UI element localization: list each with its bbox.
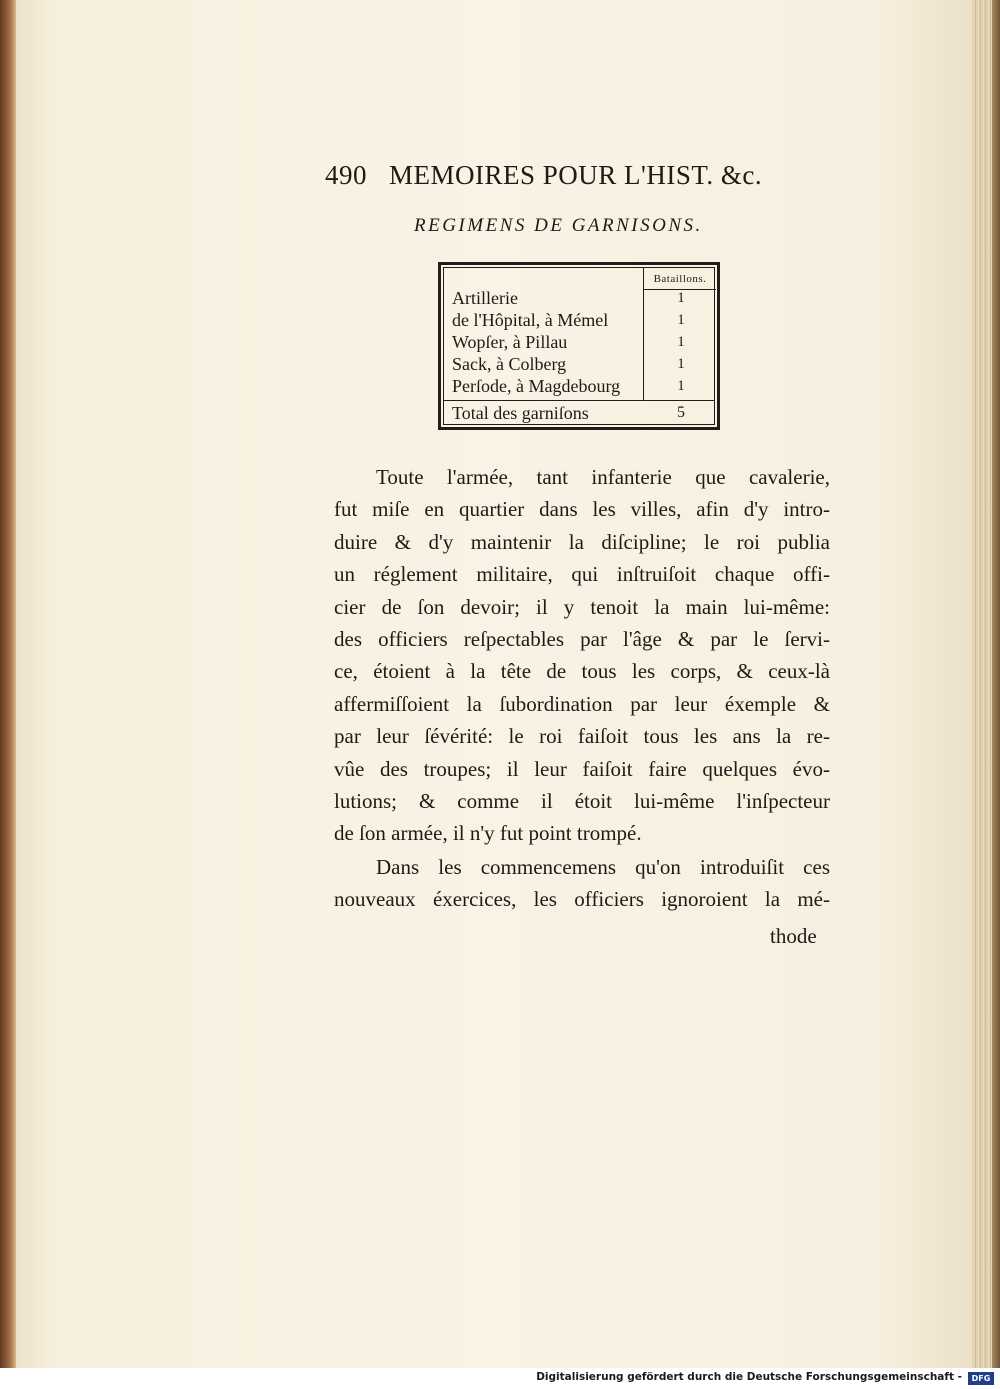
table-rows xyxy=(452,287,714,397)
row-value: 1 xyxy=(677,356,685,372)
row-label: Sack, à Colberg xyxy=(452,354,567,374)
text-line: un réglement militaire, qui inſtruiſoit chaque offi- xyxy=(334,562,830,587)
text-line: Dans les commencemens qu'on introduiſit ces xyxy=(376,855,830,879)
text-line: cier de ſon devoir; il y tenoit la main lui-même: xyxy=(334,594,830,619)
garrison-table xyxy=(438,262,720,430)
total-row xyxy=(452,401,714,425)
table-row xyxy=(452,309,714,331)
text-line: nouveaux éxercices, les officiers ignoroient la mé- xyxy=(334,887,830,912)
dfg-logo-icon: DFG xyxy=(968,1372,994,1385)
row-value: 1 xyxy=(677,334,685,350)
page-header xyxy=(325,160,810,191)
total-value: 5 xyxy=(677,404,685,421)
row-value: 1 xyxy=(677,290,685,306)
text-line: affermiſſoient la ſubordination par leur éxemple & xyxy=(334,691,830,716)
running-title: MEMOIRES POUR L'HIST. &c. xyxy=(389,160,763,190)
footer-bar xyxy=(0,1368,1000,1389)
row-label: Perſode, à Magdebourg xyxy=(452,376,621,396)
text-line: fut miſe en quartier dans les villes, afin d'y intro- xyxy=(334,497,830,522)
row-value: 1 xyxy=(677,312,685,328)
text-line: des officiers reſpectables par l'âge & par le ſervi- xyxy=(334,626,830,651)
paragraph-2 xyxy=(334,851,830,916)
table-row xyxy=(452,375,714,397)
text-line: Toute l'armée, tant infanterie que cavalerie, xyxy=(376,465,830,489)
book-spine xyxy=(0,0,16,1368)
row-value: 1 xyxy=(677,378,685,394)
text-line: vûe des troupes; il leur faiſoit faire quelques évo- xyxy=(334,756,830,781)
table-row xyxy=(452,287,714,309)
table-row xyxy=(452,353,714,375)
catchword: thode xyxy=(770,924,817,948)
row-label: Wopſer, à Pillau xyxy=(452,332,568,352)
text-line: ce, étoient à la tête de tous les corps, & ceux-là xyxy=(334,659,830,684)
text-line: duire & d'y maintenir la diſcipline; le roi publia xyxy=(334,529,830,554)
section-title: REGIMENS DE GARNISONS. xyxy=(414,215,703,236)
digitization-credit: Digitalisierung gefördert durch die Deutsche Forschungsgemeinschaft - xyxy=(536,1371,962,1383)
paragraph-1 xyxy=(334,461,830,850)
total-label: Total des garniſons xyxy=(452,403,589,423)
text-line: par leur ſévérité: le roi faiſoit tous les ans la re- xyxy=(334,724,830,749)
column-header-bataillons: Bataillons. xyxy=(644,269,716,290)
row-label: de l'Hôpital, à Mémel xyxy=(452,310,609,330)
table-row xyxy=(452,331,714,353)
text-line: lutions; & comme il étoit lui-même l'inſpecteur xyxy=(334,788,830,813)
row-label: Artillerie xyxy=(452,288,518,308)
page-number: 490 xyxy=(325,160,367,190)
text-line: de ſon armée, il n'y fut point trompé. xyxy=(334,821,642,846)
page-edges xyxy=(972,0,1000,1368)
